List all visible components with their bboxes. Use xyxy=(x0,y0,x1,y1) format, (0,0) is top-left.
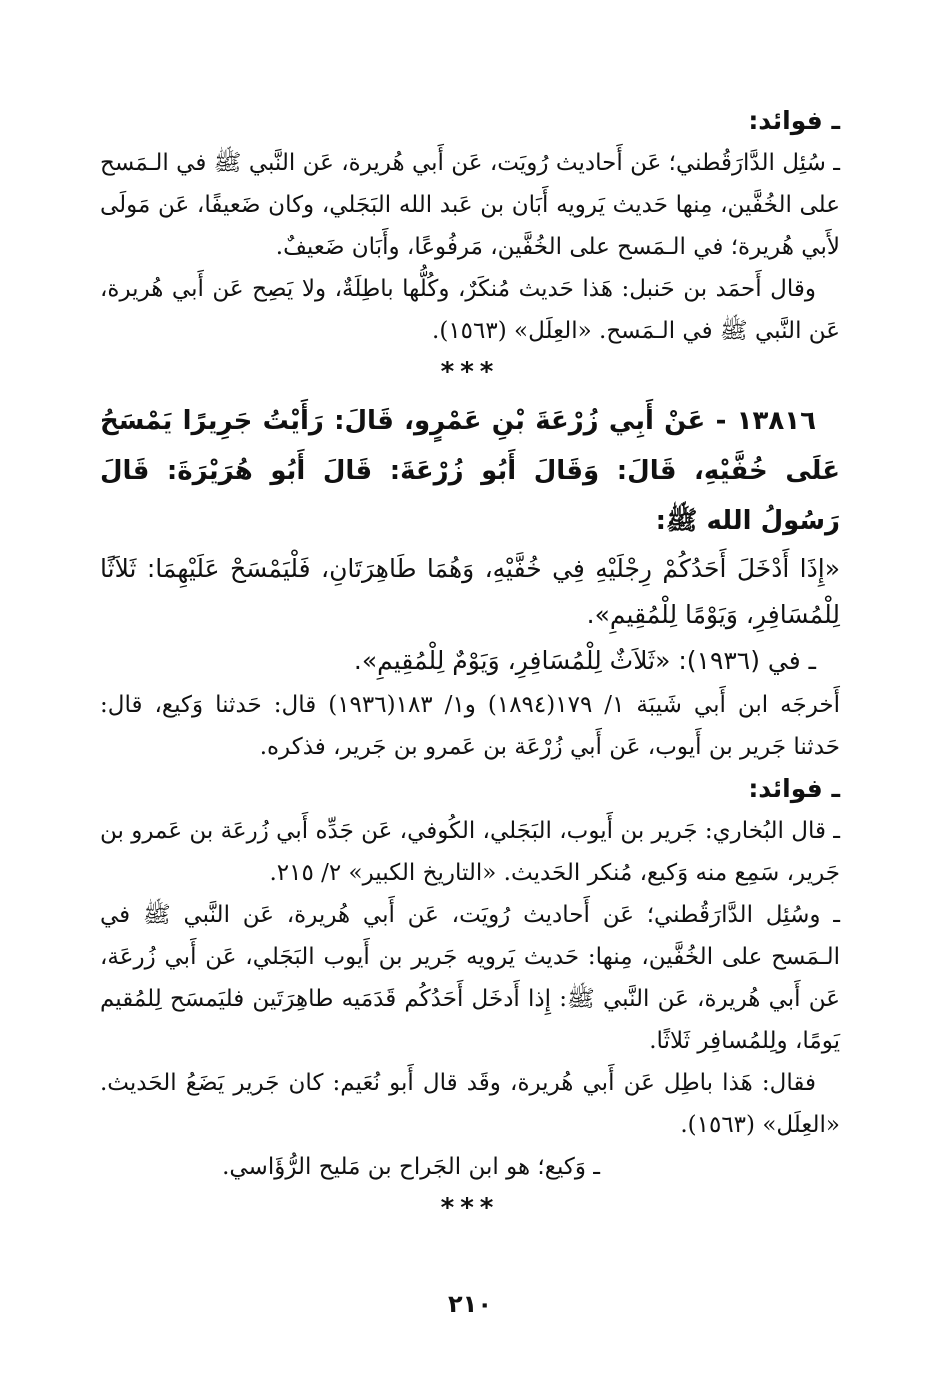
section-separator-2: *** xyxy=(440,1193,500,1223)
wakee-note: ـ وَكيع؛ هو ابن الجَراح بن مَليح الرُّؤَاسي. xyxy=(222,1154,600,1180)
page-number: ٢١٠ xyxy=(448,1290,492,1318)
hadith-text: «إِذَا أَدْخَلَ أَحَدُكُمْ رِجْلَيْهِ فِي خُفَّيْهِ، وَهُمَا طَاهِرَتَانِ، فَلْيَمْسَحْ عَلَيْهِمَا: ثَلاَثًا لِلْمُسَافِرِ، وَيَوْمًا لِلْمُقِيمِ». xyxy=(100,554,840,629)
ahmad-note: وقال أَحمَد بن حَنبل: هَذا حَديث مُنكَرٌ، وكُلُّها باطِلَةٌ، ولا يَصِح عَن أَبي هُريرة، عَن النَّبي ﷺ في الـمَسح. «العِلَل» (١٥٦٣). xyxy=(100,276,840,344)
daraqutni-note-2: ـ وسُئِل الدَّارَقُطني؛ عَن أَحاديث رُويَت، عَن أَبي هُريرة، عَن النَّبي ﷺ في الـمَسح على الخُفَّين، مِنها: حَديث يَرويه جَرير بن أَيوب البَجَلي، عَن أَبي زُرعَة، عَن أَبي هُريرة، عَن النَّبي ﷺ: إِذا أَدخَل أَحَدُكُم قَدَمَيه طاهِرَتَين فليَمسَح لِلمُقيم يَومًا، ولِلمُسافِر ثَلاثًا. xyxy=(100,902,840,1054)
daraqutni-note: ـ سُئِل الدَّارَقُطني؛ عَن أَحاديث رُويَت، عَن أَبي هُريرة، عَن النَّبي ﷺ في الـمَسح على الخُفَّين، مِنها حَديث يَرويه أَبَان بن عَبد الله البَجَلي، وكان ضَعيفًا، عَن مَولَى لأَبي هُريرة؛ في الـمَسح على الخُفَّين، مَرفُوعًا، وأَبَان ضَعيفٌ. xyxy=(100,150,840,260)
abu-nuaym-note: فقال: هَذا باطِل عَن أَبي هُريرة، وقَد قال أَبو نُعَيم: كان جَرير يَضَعُ الحَديث. «العِلَل» (١٥٦٣). xyxy=(100,1070,840,1138)
section-separator: *** xyxy=(440,357,500,387)
hadith-chain: ١٣٨١٦ - عَنْ أَبِي زُرْعَةَ بْنِ عَمْرٍو، قَالَ: رَأَيْتُ جَرِيرًا يَمْسَحُ عَلَى خُفَّيْهِ، قَالَ: وَقَالَ أَبُو زُرْعَةَ: قَالَ أَبُو هُرَيْرَةَ: قَالَ رَسُولُ الله ﷺ: xyxy=(100,406,840,536)
hadith-variant: ـ في (١٩٣٦): «ثَلاَثٌ لِلْمُسَافِرِ، وَيَوْمٌ لِلْمُقِيمِ». xyxy=(353,646,816,675)
takhrij-note: أَخرجَه ابن أَبي شَيبَة ١/ ١٧٩(١٨٩٤) و١/ ١٨٣(١٩٣٦) قال: حَدثنا وَكيع، قال: حَدثنا جَرير بن أَيوب، عَن أَبي زُرْعَة بن عَمرو بن جَرير، فذكره. xyxy=(100,692,840,760)
benefits-heading: ـ فوائد: xyxy=(748,106,840,135)
bukhari-note: ـ قال البُخاري: جَرير بن أَيوب، البَجَلي، الكُوفي، عَن جَدِّه أَبي زُرعَة بن عَمرو بن جَرير، سَمِع منه وَكيع، مُنكر الحَديث. «التاريخ الكبير» ٢/ ٢١٥. xyxy=(100,818,840,886)
page-body xyxy=(100,100,840,1322)
benefits-heading-2: ـ فوائد: xyxy=(748,774,840,803)
